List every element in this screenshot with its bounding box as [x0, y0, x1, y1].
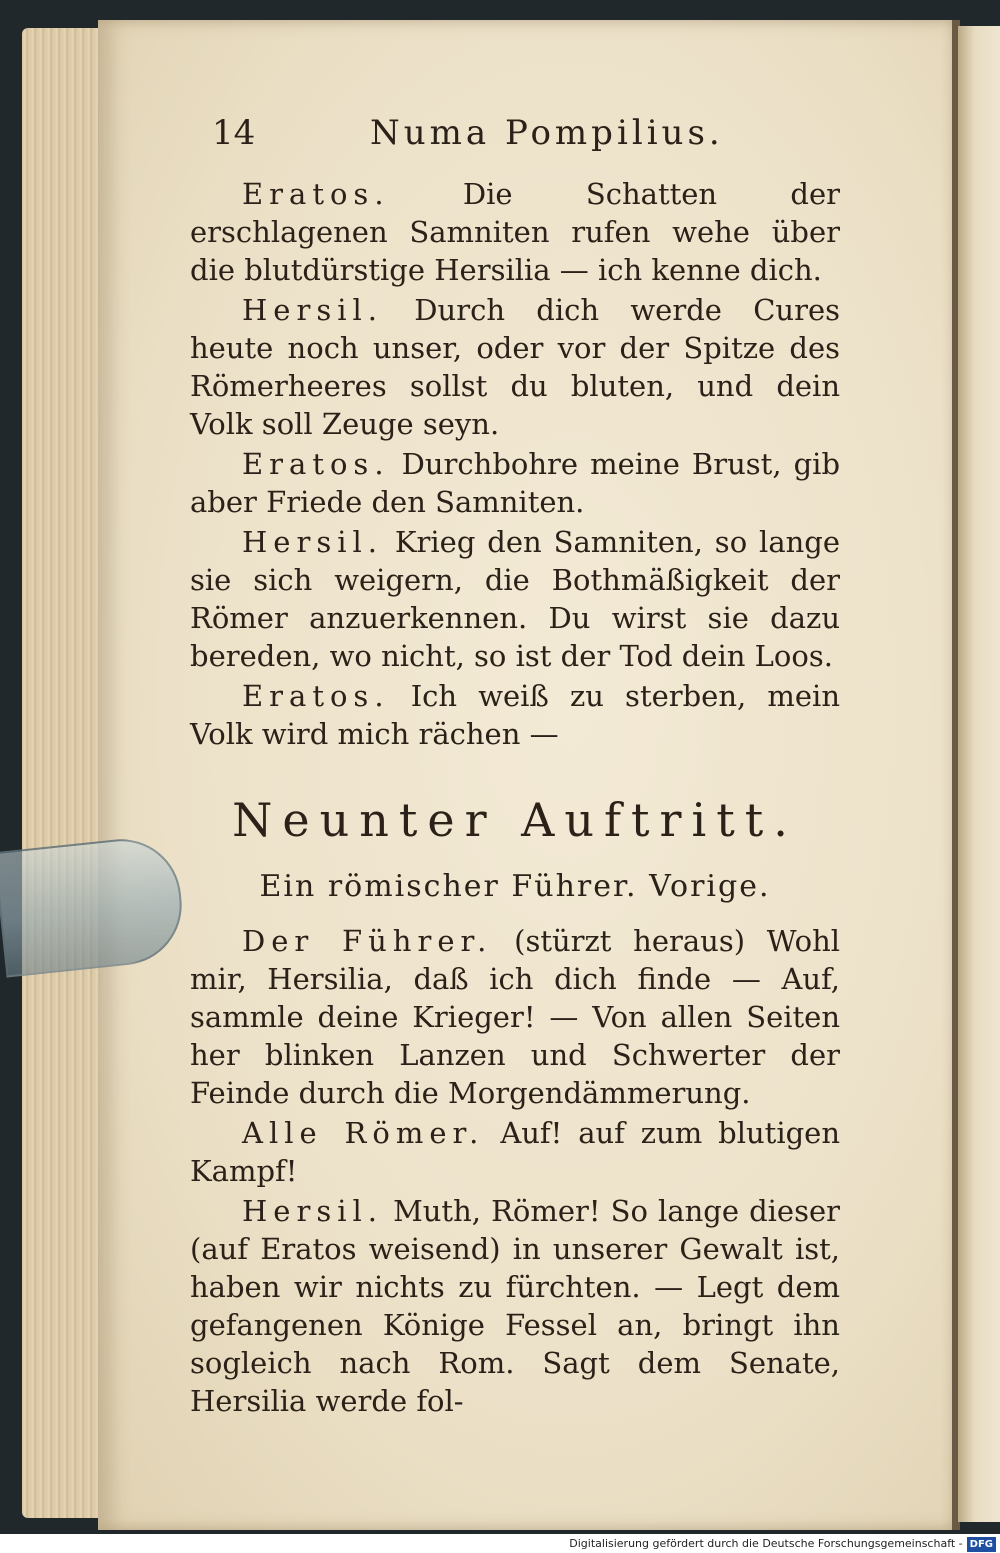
footer-text: Digitalisierung gefördert durch die Deutsche Forschungsgemeinschaft -: [569, 1537, 963, 1550]
line-text: Muth, Römer! So lange dieser (auf Eratos weisend) in unserer Gewalt ist, haben wir nichts zu fürchten. — Legt dem gefangenen Könige Fessel an, bringt ihn sogleich nach Rom. Sagt dem Senate, Hersilia werde fol-: [190, 1194, 841, 1418]
dfg-logo: DFG: [967, 1537, 996, 1552]
digitization-footer: [0, 1534, 1000, 1553]
speaker: Hersil.: [242, 525, 383, 559]
dialogue-line: [190, 922, 840, 1112]
page-header: [190, 95, 840, 175]
speaker: Eratos.: [242, 177, 390, 211]
page-number: 14: [212, 113, 256, 153]
speaker: Hersil.: [242, 1194, 383, 1228]
line-text: Krieg den Samniten, so lange sie sich weigern, die Bothmäßigkeit der Römer anzuerkennen. Du wirst sie dazu bereden, wo nicht, so ist der Tod dein Loos.: [190, 525, 841, 673]
line-text: Ich weiß zu sterben, mein Volk wird mich rächen —: [190, 679, 840, 751]
speaker: Alle Römer.: [242, 1116, 485, 1150]
dialogue-line: [190, 1114, 840, 1190]
dialogue-line: [190, 445, 840, 521]
speaker: Eratos.: [242, 447, 390, 481]
speaker: Hersil.: [242, 293, 383, 327]
scene-persons: Ein römischer Führer. Vorige.: [259, 869, 771, 904]
running-title: Numa Pompilius.: [370, 113, 724, 153]
speaker: Eratos.: [242, 679, 390, 713]
scene-heading: Neunter Auftritt.: [232, 793, 798, 847]
dialogue-line: [190, 175, 840, 289]
line-text: Durchbohre meine Brust, gib aber Friede den Samniten.: [190, 447, 841, 519]
dialogue-line: [190, 677, 840, 753]
dialogue-line: [190, 523, 840, 675]
next-page-edge: [958, 26, 1000, 1522]
line-text: Auf! auf zum blutigen Kampf!: [190, 1116, 841, 1188]
dialogue-line: [190, 1192, 840, 1420]
line-text: (stürzt heraus) Wohl mir, Hersilia, daß ich dich finde — Auf, sammle deine Krieger! — Von allen Seiten her blinken Lanzen und Schwerter der Feinde durch die Morgendämmerung.: [190, 924, 841, 1110]
dialogue-line: [190, 291, 840, 443]
line-text: Durch dich werde Cures heute noch unser, oder vor der Spitze des Römerheeres sollst du bluten, und dein Volk soll Zeuge seyn.: [190, 293, 840, 441]
speaker: Der Führer.: [242, 924, 493, 958]
line-text: Die Schatten der erschlagenen Samniten rufen wehe über die blutdürstige Hersilia — ich kenne dich.: [190, 177, 841, 287]
page-text: [190, 95, 840, 1420]
